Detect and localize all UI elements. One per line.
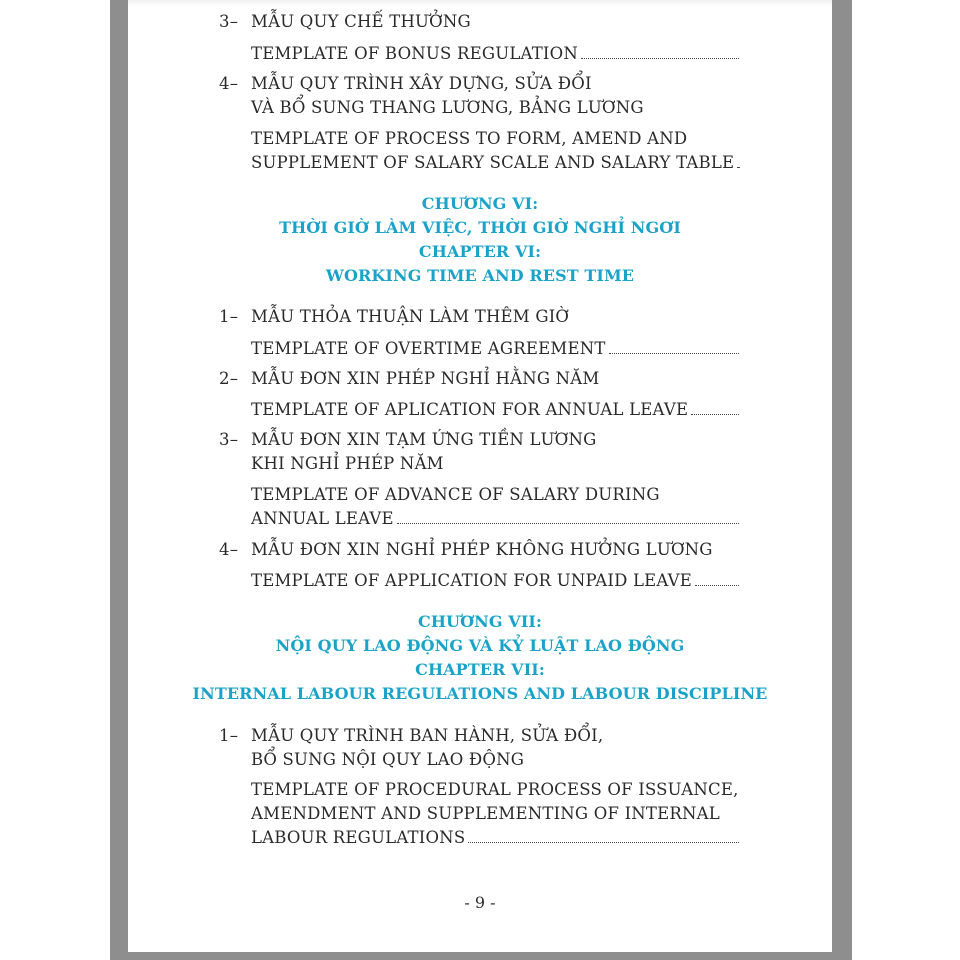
english-title-text: TEMPLATE OF BONUS REGULATION — [251, 44, 578, 63]
page-edge-shadow — [128, 0, 832, 6]
chapter-7-en-name: INTERNAL LABOUR REGULATIONS AND LABOUR DISCIPLINE — [192, 684, 768, 703]
english-title-text: AMENDMENT AND SUPPLEMENTING OF INTERNAL — [251, 804, 720, 823]
dot-leader — [691, 400, 739, 415]
toc-entry-vietnamese-title: MẪU QUY CHẾ THƯỞNG — [251, 12, 471, 31]
english-title-line — [251, 129, 739, 149]
dot-leader — [397, 509, 739, 524]
chapter-6-en-title: CHAPTER VI: — [418, 242, 542, 261]
toc-entry-number: 4– — [219, 540, 239, 559]
chapter-7-vi-title: CHƯƠNG VII: — [418, 612, 542, 631]
toc-entry-number: 1– — [219, 307, 239, 326]
english-title-text: TEMPLATE OF ADVANCE OF SALARY DURING — [251, 485, 660, 504]
toc-entry-vietnamese-title: MẪU ĐƠN XIN NGHỈ PHÉP KHÔNG HƯỞNG LƯƠNG — [251, 540, 713, 559]
page-number: - 9 - — [464, 893, 496, 912]
english-title-line — [251, 485, 739, 505]
english-title-line — [251, 828, 739, 848]
toc-entry-vietnamese-title: VÀ BỔ SUNG THANG LƯƠNG, BẢNG LƯƠNG — [251, 98, 644, 117]
toc-entry-number: 3– — [219, 430, 239, 449]
toc-entry-vietnamese-title: KHI NGHỈ PHÉP NĂM — [251, 454, 444, 473]
english-title-text: ANNUAL LEAVE — [251, 509, 394, 528]
toc-entry-vietnamese-title: BỔ SUNG NỘI QUY LAO ĐỘNG — [251, 750, 525, 769]
toc-entry-vietnamese-title: MẪU ĐƠN XIN TẠM ỨNG TIỀN LƯƠNG — [251, 430, 597, 449]
english-title-line — [251, 780, 739, 800]
english-title-text: TEMPLATE OF APPLICATION FOR UNPAID LEAVE — [251, 571, 693, 590]
english-title-line — [251, 153, 739, 173]
toc-entry-vietnamese-title: MẪU QUY TRÌNH BAN HÀNH, SỬA ĐỔI, — [251, 726, 604, 745]
dot-leader — [695, 571, 739, 586]
english-title-line — [251, 400, 739, 420]
english-title-line — [251, 339, 739, 359]
chapter-6-vi-title: CHƯƠNG VI: — [421, 194, 539, 213]
english-title-line — [251, 804, 739, 824]
toc-entry-number: 3– — [219, 12, 239, 31]
english-title-text: LABOUR REGULATIONS — [251, 828, 466, 847]
chapter-7-en-title: CHAPTER VII: — [415, 660, 545, 679]
toc-entry-number: 1– — [219, 726, 239, 745]
english-title-text: SUPPLEMENT OF SALARY SCALE AND SALARY TABLE — [251, 153, 735, 172]
dot-leader — [737, 153, 739, 168]
english-title-line — [251, 571, 739, 591]
toc-entry-number: 2– — [219, 369, 239, 388]
english-title-text: TEMPLATE OF PROCEDURAL PROCESS OF ISSUANCE, — [251, 780, 739, 799]
toc-entry-vietnamese-title: MẪU ĐƠN XIN PHÉP NGHỈ HẰNG NĂM — [251, 369, 600, 388]
english-title-line — [251, 509, 739, 529]
chapter-7-vi-name: NỘI QUY LAO ĐỘNG VÀ KỶ LUẬT LAO ĐỘNG — [275, 636, 685, 655]
toc-entry-vietnamese-title: MẪU THỎA THUẬN LÀM THÊM GIỜ — [251, 307, 570, 326]
dot-leader — [468, 828, 739, 843]
dot-leader — [609, 339, 739, 354]
chapter-6-en-name: WORKING TIME AND REST TIME — [325, 266, 635, 285]
english-title-text: TEMPLATE OF PROCESS TO FORM, AMEND AND — [251, 129, 688, 148]
toc-entry-vietnamese-title: MẪU QUY TRÌNH XÂY DỰNG, SỬA ĐỔI — [251, 74, 592, 93]
chapter-6-vi-name: THỜI GIỜ LÀM VIỆC, THỜI GIỜ NGHỈ NGƠI — [279, 218, 681, 237]
dot-leader — [581, 44, 739, 59]
english-title-line — [251, 44, 739, 64]
english-title-text: TEMPLATE OF APLICATION FOR ANNUAL LEAVE — [251, 400, 689, 419]
english-title-text: TEMPLATE OF OVERTIME AGREEMENT — [251, 339, 606, 358]
toc-entry-number: 4– — [219, 74, 239, 93]
